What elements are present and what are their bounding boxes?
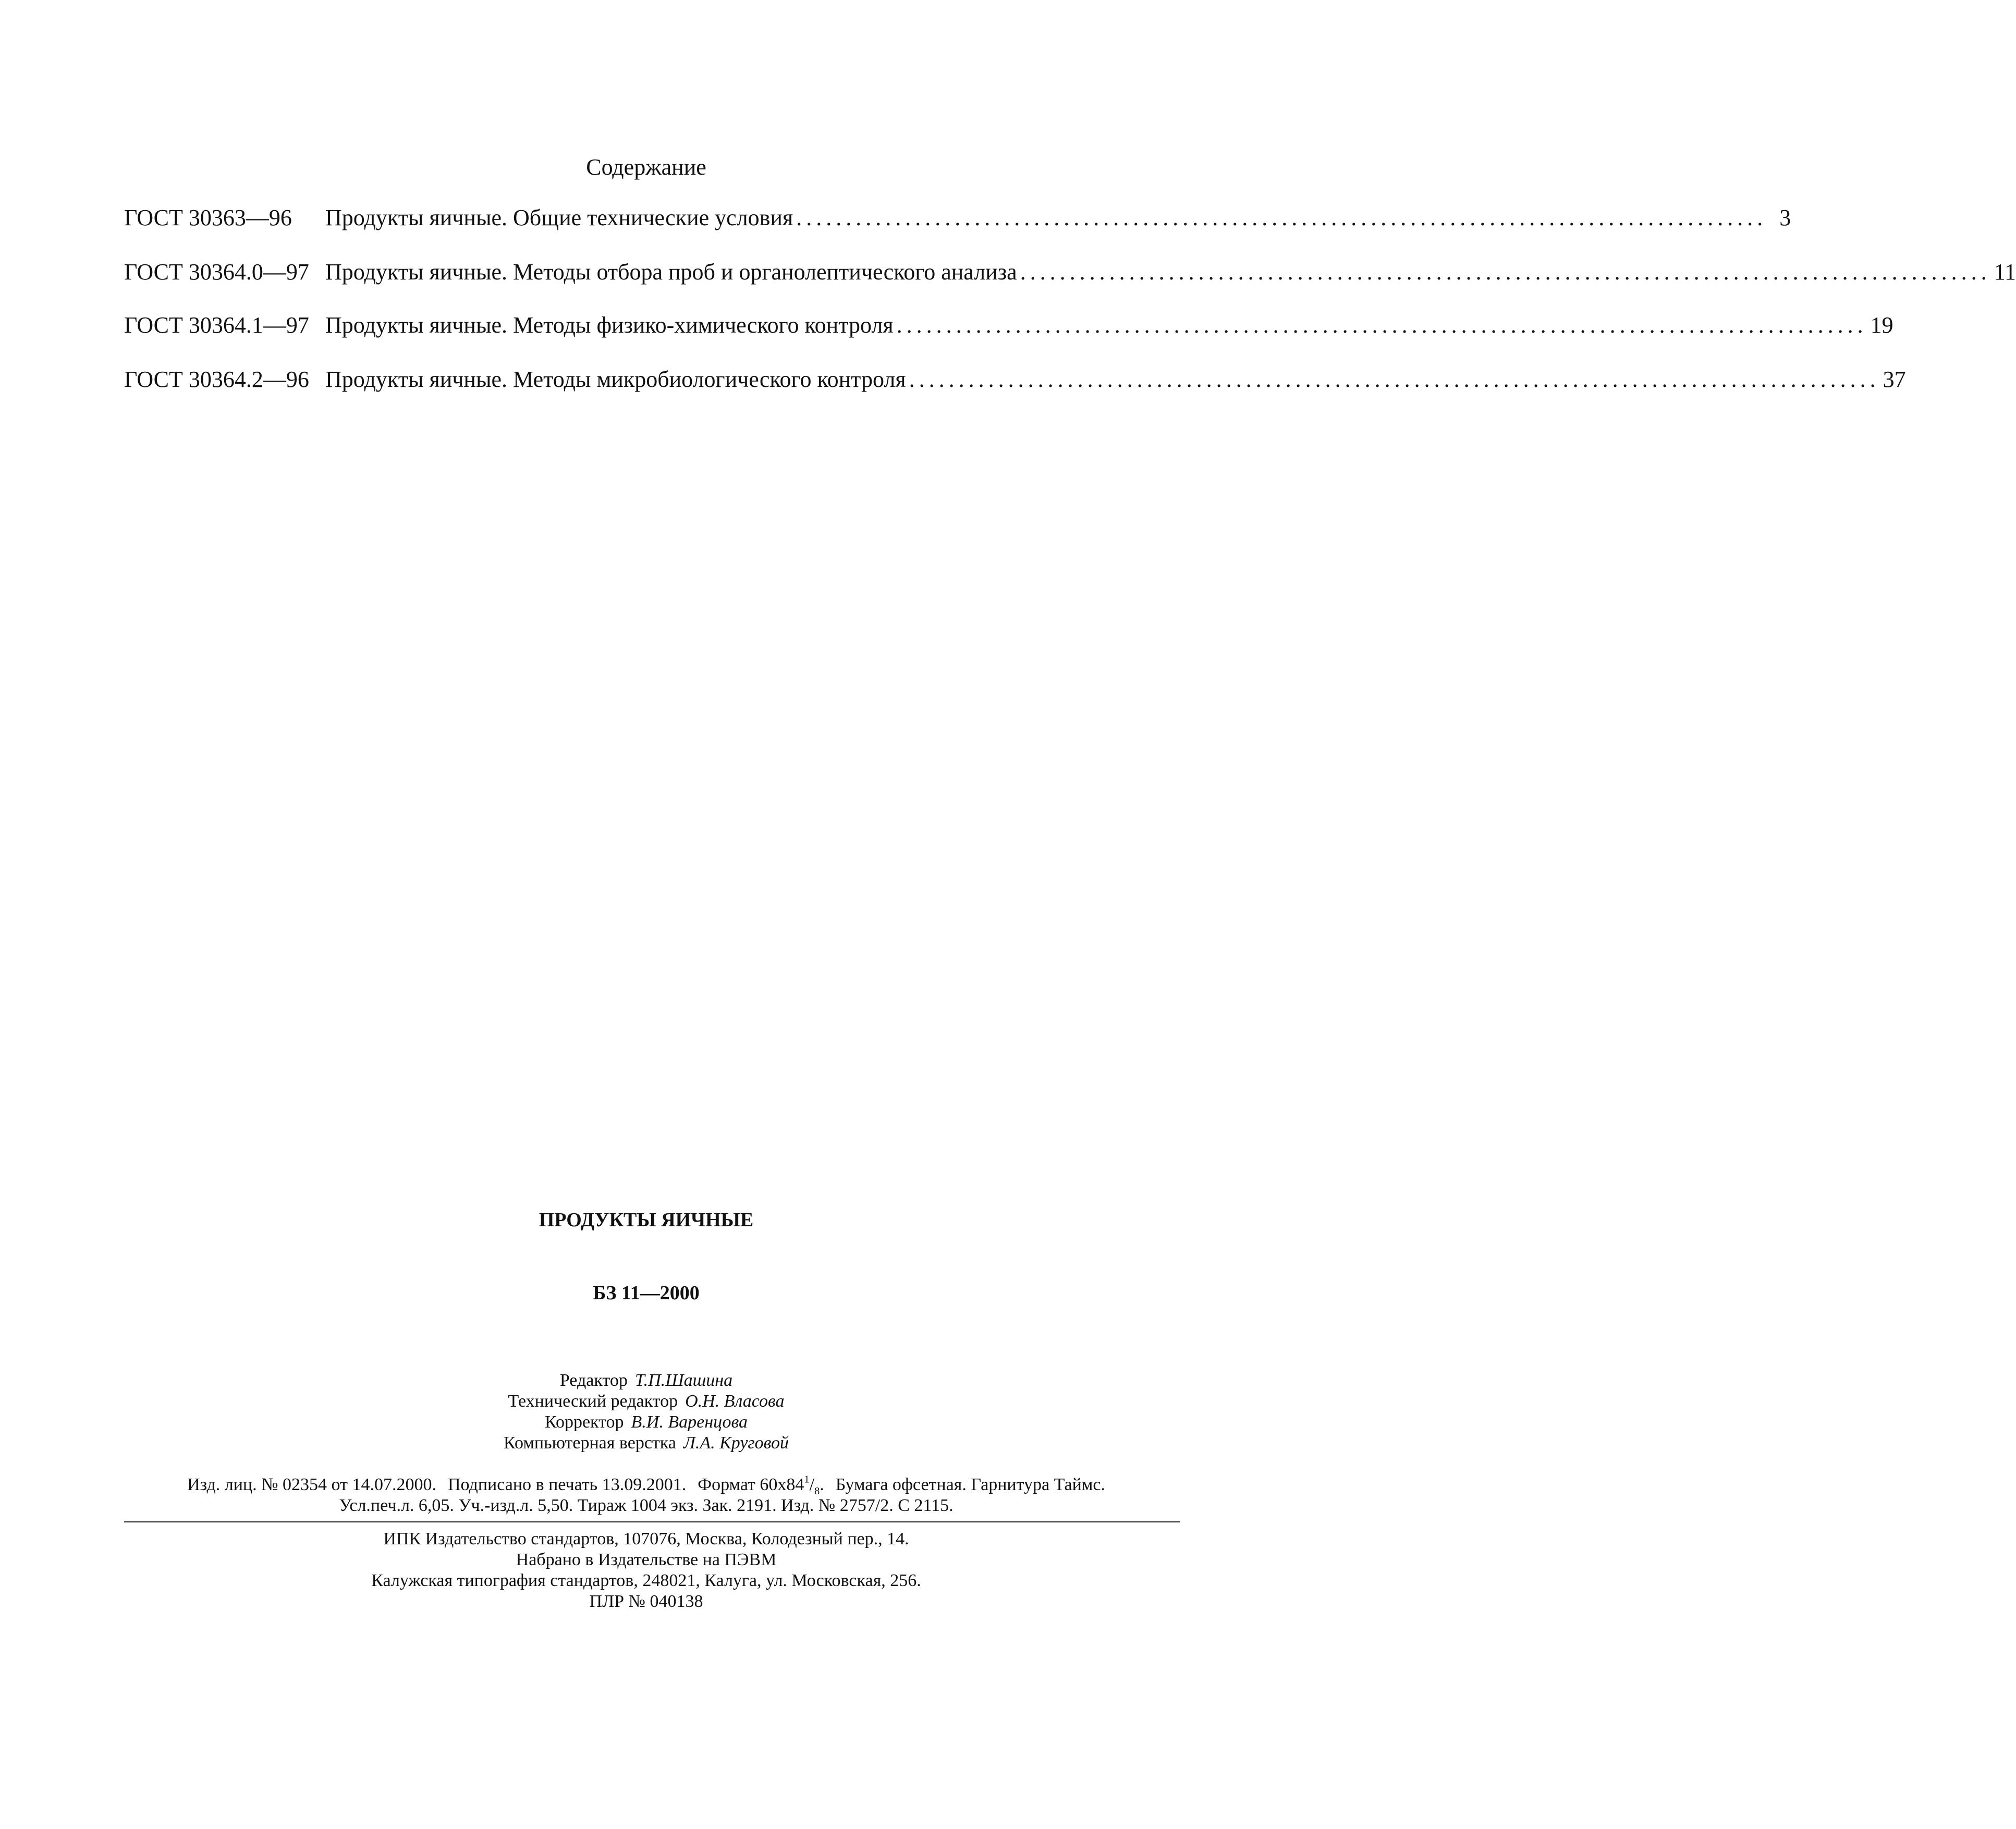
toc-entry-code: ГОСТ 30364.1—97	[124, 312, 309, 338]
toc-entry-page: 3	[1779, 205, 1791, 230]
toc-entry	[124, 259, 2016, 290]
imprint-format-prefix: Формат 60x84	[698, 1475, 804, 1494]
toc-entry-title: Продукты яичные. Методы физико-химического контроля	[325, 312, 894, 338]
publisher-block	[0, 1529, 1292, 1612]
credit-line	[0, 1412, 1292, 1433]
toc-entry-title: Продукты яичные. Методы микробиологического контроля	[325, 367, 906, 392]
book-code: БЗ 11—2000	[593, 1282, 700, 1304]
credit-role: Технический редактор	[508, 1392, 678, 1411]
toc-leader-dots: ..................................................................................................	[1020, 259, 1991, 285]
toc-entry-page: 11	[1994, 259, 2016, 285]
credit-line	[0, 1370, 1292, 1391]
credit-name: В.И. Варенцова	[631, 1412, 748, 1432]
imprint-license: Изд. лиц. № 02354 от 14.07.2000.	[187, 1475, 436, 1494]
imprint-line-1	[0, 1474, 1292, 1495]
toc-entry-title: Продукты яичные. Общие технические условия	[325, 205, 793, 230]
publisher-line: Калужская типография стандартов, 248021, Калуга, ул. Московская, 256.	[371, 1571, 921, 1590]
imprint-signed: Подписано в печать 13.09.2001.	[447, 1475, 687, 1494]
credit-line	[0, 1433, 1292, 1454]
credit-name: О.Н. Власова	[685, 1392, 785, 1411]
toc-entry	[124, 366, 1906, 397]
toc-entry-code: ГОСТ 30364.0—97	[124, 259, 309, 285]
toc-entry-page: 37	[1883, 367, 1906, 392]
imprint-line-2: Усл.печ.л. 6,05. Уч.-изд.л. 5,50. Тираж 1004 экз. Зак. 2191. Изд. № 2757/2. С 2115.	[339, 1496, 954, 1515]
publisher-line: ПЛР № 040138	[589, 1592, 703, 1611]
imprint-format-suffix: .	[820, 1475, 824, 1494]
credit-name: Л.А. Круговой	[683, 1433, 789, 1453]
imprint-format: Формат $60x84^1/_8$.	[698, 1473, 824, 1497]
credit-line	[0, 1391, 1292, 1412]
toc-entry-code: ГОСТ 30363—96	[124, 205, 292, 230]
toc-leader-dots: ..................................................................................................	[896, 312, 1867, 338]
toc-heading: Содержание	[586, 154, 706, 180]
imprint-paper: Бумага офсетная. Гарнитура Таймс.	[835, 1475, 1105, 1494]
toc-entry-code: ГОСТ 30364.2—96	[124, 367, 309, 392]
toc-leader-dots: ..................................................................................................	[909, 367, 1880, 392]
publisher-line: ИПК Издательство стандартов, 107076, Москва, Колодезный пер., 14.	[383, 1529, 909, 1548]
divider	[124, 1521, 1180, 1522]
credit-name: Т.П.Шашина	[634, 1371, 733, 1390]
imprint-block	[0, 1474, 1292, 1516]
toc-entry	[124, 204, 1791, 236]
imprint-format-sup: 1	[804, 1473, 810, 1485]
book-title: ПРОДУКТЫ ЯИЧНЫЕ	[539, 1209, 754, 1231]
toc-entry-page: 19	[1870, 312, 1893, 338]
credit-role: Редактор	[559, 1371, 628, 1390]
publisher-line: Набрано в Издательстве на ПЭВМ	[516, 1550, 777, 1569]
toc-entry-title: Продукты яичные. Методы отбора проб и органолептического анализа	[325, 259, 1017, 285]
toc-entry	[124, 312, 1893, 343]
credit-role: Корректор	[544, 1412, 624, 1432]
toc-leader-dots: ..................................................................................................	[796, 205, 1767, 230]
imprint-format-sub: 8	[814, 1485, 820, 1497]
credit-role: Компьютерная верстка	[504, 1433, 676, 1453]
credits-block	[0, 1370, 1292, 1454]
